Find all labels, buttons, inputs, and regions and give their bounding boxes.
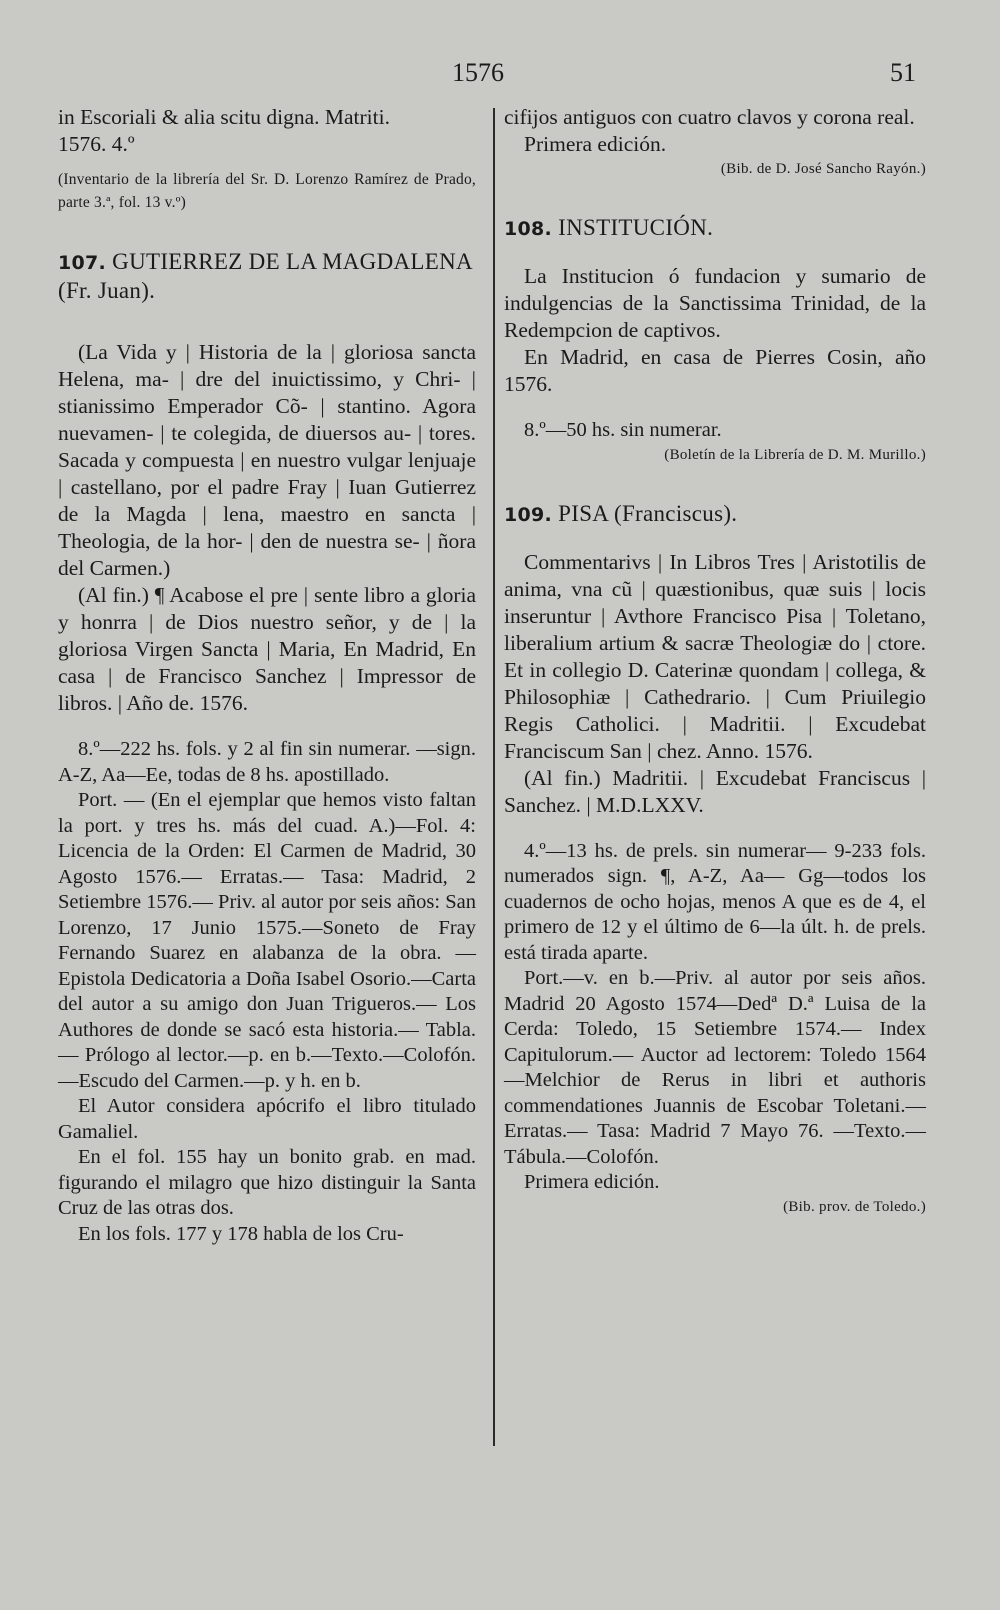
entry-107-collation: 8.º—222 hs. fols. y 2 al fin sin numerar. —sign. A-Z, Aa—Ee, todas de 8 hs. apostillado. — [58, 738, 476, 786]
entry-107-title-text: (La Vida y | Historia de la | gloriosa sancta Helena, ma- | dre del inuictissimo, y Chri- | stianissimo Emperador Cõ- | stantino. Agora nuevamen- | te colegida, de diuersos au- | tores. Sacada y compuesta | en nuestro vulgar lenjuaje | castellano, por el padre Fray | Iuan Gutierrez de la Magda | lena, maestro en sancta | Theologia, de la hor- | den de nuestra se- | ñora del Carmen.) — [58, 340, 476, 580]
intro-line-2: 1576. 4.º — [58, 132, 135, 156]
entry-107-remark-2: En el fol. 155 hay un bonito grab. en mad. figurando el milagro que hizo distinguir la Santa Cruz de las otras dos. — [58, 1146, 476, 1219]
entry-109-title: PISA (Franciscus). — [558, 500, 738, 526]
entry-108-imprint: En Madrid, en casa de Pierres Cosin, año 1576. — [504, 345, 926, 396]
left-column — [58, 104, 476, 1247]
continued-text: cifijos antiguos con cuatro clavos y corona real. — [504, 105, 915, 129]
entry-107-remark-1: El Autor considera apócrifo el libro titulado Gamaliel. — [58, 1095, 476, 1143]
entry-108-heading — [504, 214, 926, 243]
entry-107-remark-3: En los fols. 177 y 178 habla de los Cru- — [78, 1222, 404, 1245]
entry-109-number: 109. — [504, 503, 553, 526]
entry-109-edition: Primera edición. — [524, 1171, 660, 1193]
entry-109-heading — [504, 500, 926, 529]
entry-107-heading — [58, 248, 476, 305]
entry-108-title-text: La Institucion ó fundacion y sumario de indulgencias de la Sanctissima Trinidad, de la Redempcion de captivos. — [504, 264, 926, 342]
entry-109-contents: Port.—v. en b.—Priv. al autor por seis años. Madrid 20 Agosto 1574—Dedª D.ª Luisa de la Cerda: Toledo, 15 Setiembre 1574.— Index Capitulorum.— Auctor ad lectorem: Toledo 1564—Melchior de Rerus in libri et authoris commendationes Juannis de Escobar Toletani.— Erratas.— Tasa: Madrid 7 Mayo 76. —Texto.—Tábula.—Colofón. — [504, 967, 926, 1168]
entry-107-colophon: (Al fin.) ¶ Acabose el pre | sente libro a gloria y honrra | de Dios nuestro señor, y de | la gloriosa Virgen Sancta | Maria, En Madrid, En casa | de Francisco Sanchez | Impressor de libros. | Año de. 1576. — [58, 583, 476, 715]
intro-line-1: in Escoriali & alia scitu digna. Matriti. — [58, 105, 390, 129]
entry-108-title: INSTITUCIÓN. — [558, 215, 714, 240]
entry-108-source: (Boletín de la Librería de D. M. Murillo.) — [664, 446, 926, 463]
entry-108-number: 108. — [504, 218, 553, 240]
page-number: 51 — [890, 58, 916, 87]
entry-107-contents: Port. — (En el ejemplar que hemos visto faltan la port. y tres hs. más del cuad. A.)—Fol. 4: Licencia de la Orden: El Carmen de Madrid, 30 Agosto 1576.— Erratas.— Tasa: Madrid, 2 Setiembre 1576.— Priv. al autor por seis años: San Lorenzo, 17 Junio 1575.—Soneto de Fray Fernando Suarez en alabanza de la obra. — Epistola Dedicatoria a Doña Isabel Osorio.—Carta del autor a su amigo don Juan Trigueros.— Los Authores de donde se sacó esta historia.— Tabla.— Prólogo al lector.—p. en b.—Texto.—Colofón.—Escudo del Carmen.—p. y h. en b. — [58, 789, 476, 1092]
entry-108-collation: 8.º—50 hs. sin numerar. — [524, 419, 722, 441]
entry-109-source: (Bib. prov. de Toledo.) — [783, 1198, 926, 1215]
entry-109-title-text: Commentarivs | In Libros Tres | Aristotilis de anima, vna cũ | quæstionibus, quæ suis | locis inseruntur | Avthore Francisco Pisa | Toletano, liberalium artium & sacræ Theologiæ do | ctore. Et in collegio D. Caterinæ quondam | collega, & Philosophiæ | Cathedrario. | Cum Priuilegio Regis Catholici. | Madritii. | Excudebat Franciscum San | chez. Anno. 1576. — [504, 549, 926, 763]
continued-source: (Bib. de D. José Sancho Rayón.) — [720, 161, 926, 177]
entry-109-collation: 4.º—13 hs. de prels. sin numerar— 9-233 fols. numerados sign. ¶, A-Z, Aa— Gg—todos los cuadernos de ocho hojas, menos A que es de 4, el primero de 12 y el último de 6—la últ. h. de prels. está tirada aparte. — [504, 839, 926, 964]
running-head-year: 1576 — [452, 58, 504, 87]
right-column — [504, 104, 926, 1218]
continued-edition: Primera edición. — [524, 132, 667, 156]
entry-109-colophon: (Al fin.) Madritii. | Excudebat Franciscus | Sanchez. | M.D.LXXV. — [504, 765, 926, 817]
entry-107-number: 107. — [58, 252, 107, 274]
column-rule — [493, 108, 495, 1446]
intro-note: (Inventario de la librería del Sr. D. Lorenzo Ramírez de Prado, parte 3.ª, fol. 13 v.º) — [58, 171, 476, 211]
entry-107-title: GUTIERREZ DE LA MAGDALENA (Fr. Juan). — [58, 249, 472, 303]
